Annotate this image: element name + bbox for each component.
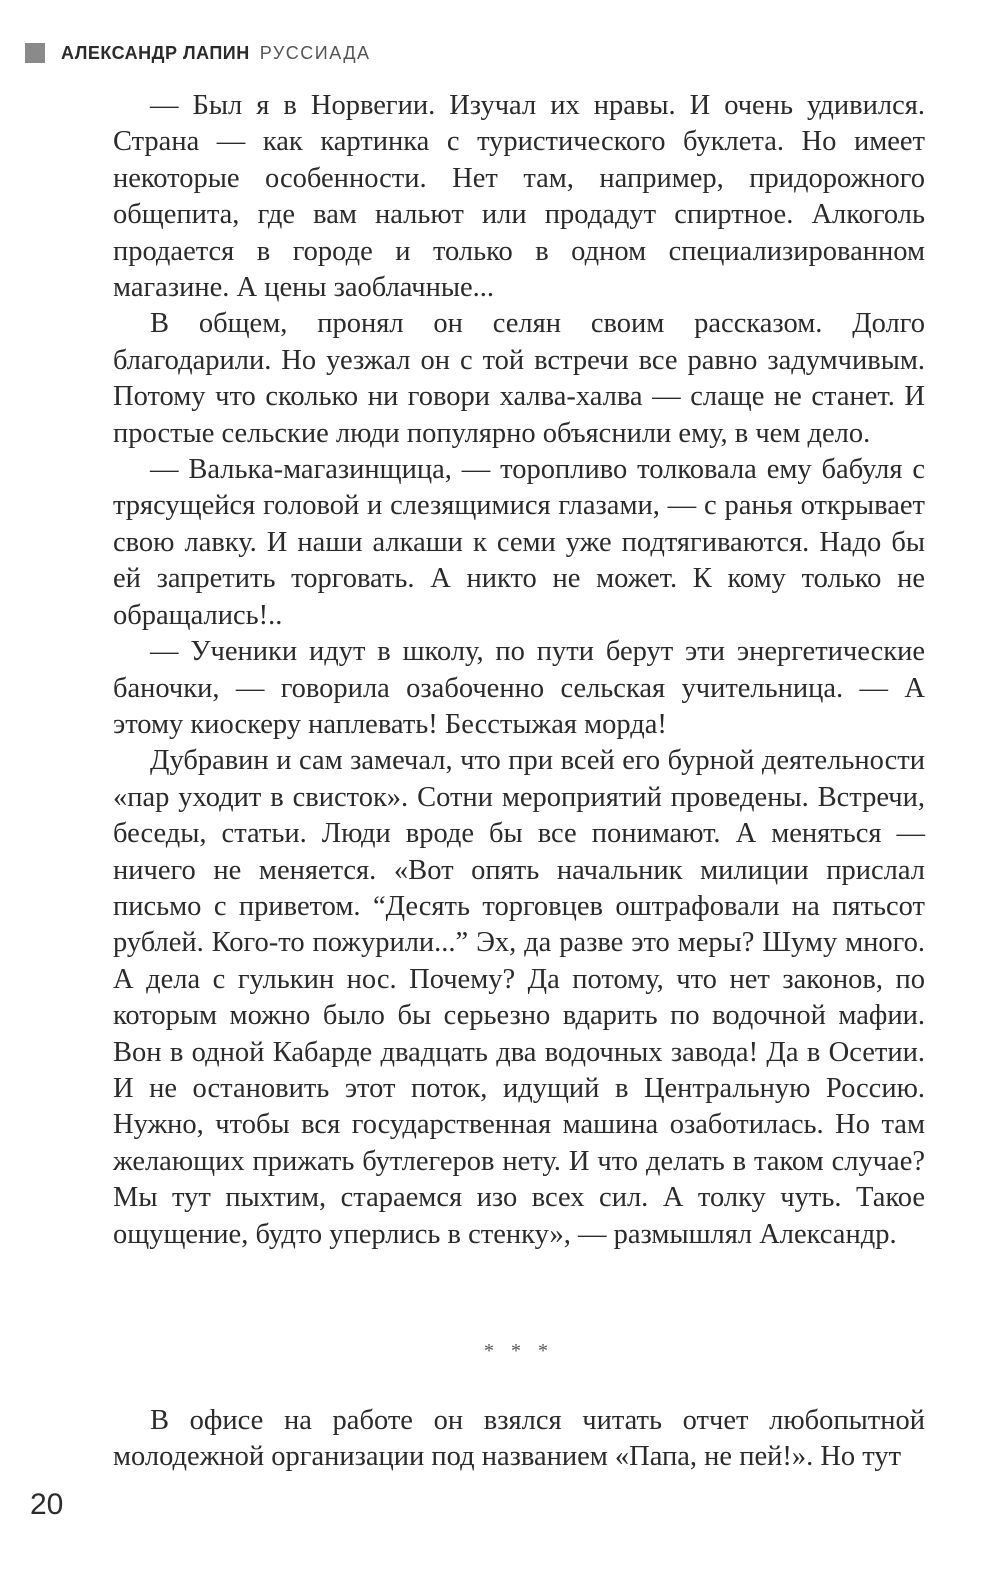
main-text <box>113 88 925 1253</box>
header-square-mark <box>25 43 45 63</box>
paragraph: — Ученики идут в школу, по пути берут эти энергетические баночки, — говорила озабоченно сельская учительница. — А этому киоскеру наплевать! Бесстыжая морда! <box>113 636 925 740</box>
paragraph: — Валька-магазинщица, — торопливо толковала ему бабуля с трясущейся головой и слезящимися глазами, — с ранья открывает свою лавку. И наши алкаши к семи уже подтягиваются. Надо бы ей запретить торговать. А никто не может. К кому только не обращались!.. <box>113 454 925 631</box>
page-number: 20 <box>30 1488 64 1521</box>
header-author: АЛЕКСАНДР ЛАПИН <box>61 42 250 63</box>
main-text-continued <box>113 1403 925 1476</box>
paragraph: — Был я в Норвегии. Изучал их нравы. И очень удивился. Страна — как картинка с туристического буклета. Но имеет некоторые особенности. Нет там, например, придорожного общепита, где вам нальют или продадут спиртное. Алкоголь продается в городе и только в одном специализированном магазине. А цены заоблачные... <box>113 90 925 304</box>
header-book-title: РУССИАДА <box>259 42 371 63</box>
paragraph: Дубравин и сам замечал, что при всей его бурной деятельности «пар уходит в свисток». Сотни мероприятий проведены. Встречи, беседы, статьи. Люди вроде бы все понимают. А меняться — ничего не меняется. «Вот опять начальник милиции прислал письмо с приветом. “Десять торговцев оштрафовали на пятьсот рублей. Кого-то пожурили...” Эх, да разве это меры? Шуму много. А дела с гулькин нос. Почему? Да потому, что нет законов, по которым можно было бы серьезно вдарить по водочной мафии. Вон в одной Кабарде двадцать два водочных завода! Да в Осетии. И не остановить этот поток, идущий в Центральную Россию. Нужно, чтобы вся государственная машина озаботилась. Но там желающих прижать бутлегеров нету. И что делать в таком случае? Мы тут пыхтим, стараемся изо всех сил. А толку чуть. Такое ощущение, будто уперлись в стенку», — размышлял Александр. <box>113 745 925 1250</box>
paragraph: В офисе на работе он взялся читать отчет любопытной молодежной организации под названием «Папа, не пей!». Но тут <box>113 1405 925 1473</box>
paragraph: В общем, пронял он селян своим рассказом. Долго благодарили. Но уезжал он с той встречи все равно задумчивым. Потому что сколько ни говори халва-халва — слаще не станет. И простые сельские люди популярно объяснили ему, в чем дело. <box>113 308 925 449</box>
section-separator: * * * <box>484 1340 554 1362</box>
running-head <box>25 38 371 68</box>
